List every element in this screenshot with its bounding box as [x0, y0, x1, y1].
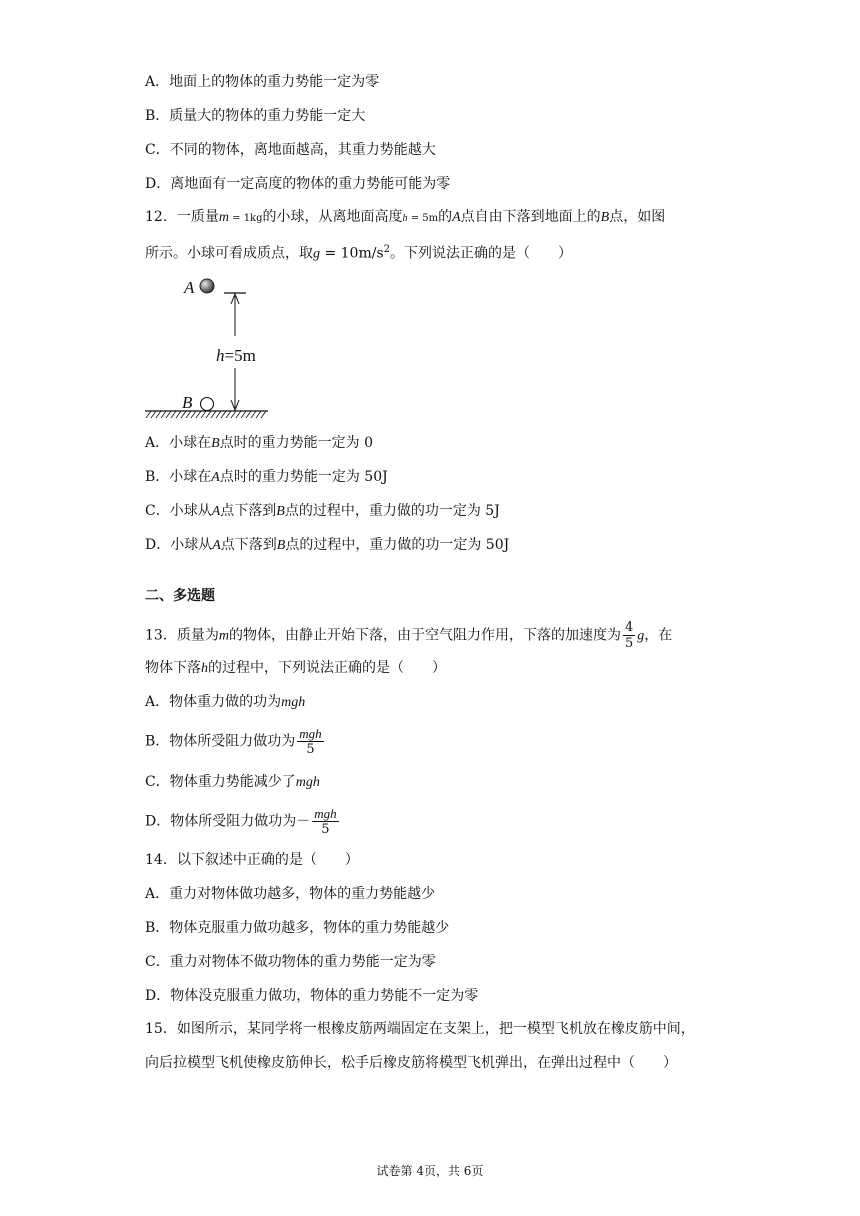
q13-option-c: C．物体重力势能减少了mgh: [145, 774, 320, 790]
q13-option-b: B．物体所受阻力做功为 $\frac{\text{mgh}}{5}$: [145, 726, 322, 757]
ball-a: [200, 279, 214, 293]
q14-option-a: A．重力对物体做功越多，物体的重力势能越少: [145, 886, 436, 902]
ball-b: [201, 398, 214, 411]
ground-hatching: [146, 411, 266, 418]
q11-option-b: B．质量大的物体的重力势能一定大: [145, 108, 366, 124]
q15-stem-line1: 15．如图所示，某同学将一根橡皮筋两端固定在支架上，把一模型飞机放在橡皮筋中间，: [145, 1021, 695, 1037]
q11-option-a: A．地面上的物体的重力势能一定为零: [145, 74, 380, 90]
q13-stem-line2: 物体下落h的过程中，下列说法正确的是（ ）: [145, 660, 446, 676]
q14-option-b: B．物体克服重力做功越多，物体的重力势能越少: [145, 920, 450, 936]
q13-fraction: $\frac{4}{5}$: [624, 620, 634, 651]
q14-option-c: C．重力对物体不做功物体的重力势能一定为零: [145, 954, 436, 970]
point-a-label: A: [184, 278, 195, 297]
section-heading-multiple-choice: 二、多选题: [145, 588, 215, 604]
q15-stem-line2: 向后拉模型飞机使橡皮筋伸长，松手后橡皮筋将模型飞机弹出，在弹出过程中（ ）: [145, 1055, 677, 1071]
q12-stem-line2: 所示。小球可看成质点，取$g = 10m/s^2$。下列说法正确的是（ ）: [145, 244, 572, 262]
q12-option-a: A．小球在B点时的重力势能一定为 0: [145, 435, 374, 451]
q12-option-c: C．小球从A点下落到B点的过程中，重力做的功一定为 5J: [145, 503, 500, 519]
q14-option-d: D．物体没克服重力做功，物体的重力势能不一定为零: [145, 988, 479, 1004]
q13-stem-line1: 13．质量为m的物体，由静止开始下落，由于空气阻力作用，下落的加速度为 $\frac{4}{5}$ g，在: [145, 620, 673, 651]
q13-option-b-fraction: $\frac{\text{mgh}}{5}$: [299, 726, 322, 757]
q11-option-d: D．离地面有一定高度的物体的重力势能可能为零: [145, 176, 451, 192]
q12-stem-line1: 12．一质量m = 1kg的小球，从离地面高度h = 5m的A点自由下落到地面上的B点，如图: [145, 209, 666, 225]
q12-option-b: B．小球在A点时的重力势能一定为 50J: [145, 469, 388, 485]
point-b-label: B: [182, 393, 193, 412]
q13-option-d-fraction: $\frac{\text{mgh}}{5}$: [314, 806, 337, 837]
page-footer: 试卷第 4页，共 6页: [376, 1164, 484, 1178]
q13-option-a: A．物体重力做的功为mgh: [145, 694, 306, 710]
q14-stem: 14．以下叙述中正确的是（ ）: [145, 852, 359, 868]
q12-option-d: D．小球从A点下落到B点的过程中，重力做的功一定为 50J: [145, 537, 510, 553]
free-fall-figure: [140, 272, 280, 422]
q11-option-c: C．不同的物体，离地面越高，其重力势能越大: [145, 142, 436, 158]
height-label: h=5m: [216, 346, 256, 365]
q13-option-d: D．物体所受阻力做功为－ $\frac{\text{mgh}}{5}$: [145, 806, 337, 837]
